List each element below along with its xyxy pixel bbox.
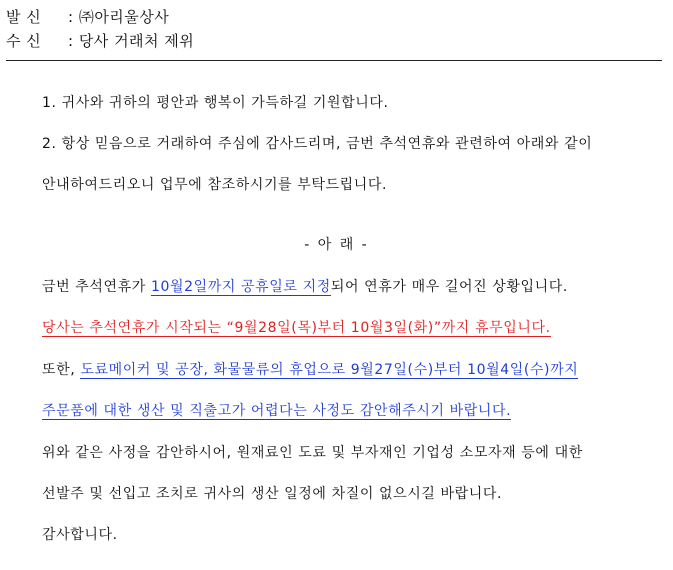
company-closure-highlight: 당사는 추석연휴가 시작되는 “9월28일(목)부터 10월3일(화)”까지 휴무입니다. <box>42 320 551 336</box>
recipient-row <box>6 30 194 51</box>
notice-line-1-prefix: 금번 추석연휴가 <box>42 279 151 295</box>
holiday-designation-highlight: 10월2일까지 공휴일로 지정 <box>150 279 331 295</box>
notice-line-4 <box>42 400 511 420</box>
notice-line-1 <box>42 276 568 296</box>
notice-line-3 <box>42 359 578 379</box>
sender-row <box>6 6 169 27</box>
notice-line-6: 선발주 및 선입고 조치로 귀사의 생산 일정에 차질이 없으시길 바랍니다. <box>42 486 503 502</box>
notice-line-5: 위와 같은 사정을 감안하시어, 원재료인 도료 및 부자재인 기업성 소모자재 등에 대한 <box>42 445 583 461</box>
header-divider <box>6 60 662 61</box>
section-title: - 아 래 - <box>304 237 369 253</box>
notice-line-2 <box>42 317 551 337</box>
closing-text: 감사합니다. <box>42 527 118 543</box>
recipient-value: : 당사 거래처 제위 <box>68 32 195 50</box>
paragraph-2-line-2: 안내하여드리오니 업무에 참조하시기를 부탁드립니다. <box>42 177 388 193</box>
recipient-label: 수 신 <box>6 32 42 50</box>
paragraph-1: 1. 귀사와 귀하의 평안과 행복이 가득하길 기원합니다. <box>42 95 389 111</box>
sender-value: : ㈜아리울상사 <box>68 8 170 26</box>
sender-label: 발 신 <box>6 8 42 26</box>
production-delay-highlight: 주문품에 대한 생산 및 직출고가 어렵다는 사정도 감안해주시기 바랍니다. <box>42 403 512 419</box>
paragraph-2-line-1: 2. 항상 믿음으로 거래하여 주심에 감사드리며, 금번 추석연휴와 관련하여 아래와 같이 <box>42 136 593 152</box>
notice-line-3-prefix: 또한, <box>42 362 81 378</box>
supplier-closure-highlight: 도료메이커 및 공장, 화물물류의 휴업으로 9월27일(수)부터 10월4일(수)까지 <box>80 362 579 378</box>
notice-line-1-suffix: 되어 연휴가 매우 길어진 상황입니다. <box>330 279 568 295</box>
